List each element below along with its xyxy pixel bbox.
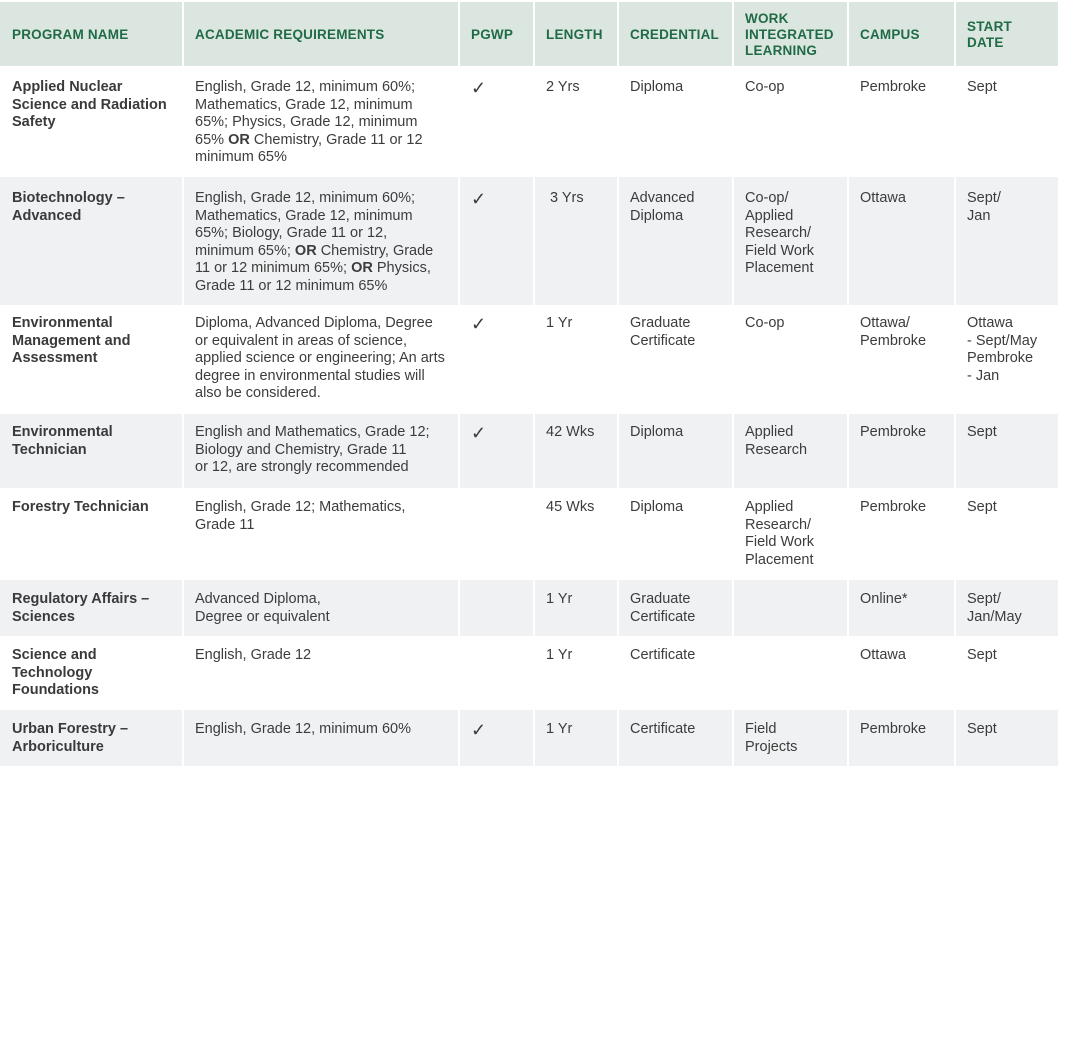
start-date-cell: Sept/ Jan/May	[955, 580, 1058, 636]
program-name-cell: Environmental Management and Assessment	[12, 315, 131, 366]
start-date-cell: Sept	[955, 710, 1058, 766]
campus-cell: Pembroke	[848, 66, 955, 177]
credential-cell: Diploma	[618, 488, 733, 580]
program-name-cell: Regulatory Affairs – Sciences	[0, 580, 183, 636]
program-name-cell: Biotechnology – Advanced	[0, 177, 183, 305]
requirements-cell: English, Grade 12	[183, 636, 459, 710]
table-row	[0, 580, 1058, 636]
start-date-cell: Sept	[955, 414, 1058, 488]
table-row	[0, 305, 1058, 414]
start-date-cell: Sept	[955, 488, 1058, 580]
pgwp-check-icon: ✓	[459, 177, 534, 305]
start-date-cell: Sept/ Jan	[955, 177, 1058, 305]
program-name-cell: Urban Forestry – Arboriculture	[0, 710, 183, 766]
header-credential: CREDENTIAL	[618, 1, 733, 66]
table-row	[0, 488, 1058, 580]
table-row	[0, 66, 1058, 177]
requirements-cell: English, Grade 12, minimum 60%; Mathematics, Grade 12, minimum 65%; Physics, Grade 12, minimum 65% OR Chemistry, Grade 11 or 12 minimum 65%	[183, 66, 459, 177]
table-row	[0, 414, 1058, 488]
credential-cell: Certificate	[618, 710, 733, 766]
header-program-name: PROGRAM NAME	[0, 1, 183, 66]
table-header	[0, 1, 1058, 66]
campus-cell: Pembroke	[848, 488, 955, 580]
campus-cell: Ottawa/ Pembroke	[848, 305, 955, 414]
program-name-cell: Science and Technology Foundations	[12, 647, 99, 698]
wil-cell: Field Projects	[733, 710, 848, 766]
header-pgwp: PGWP	[459, 1, 534, 66]
header-campus: CAMPUS	[848, 1, 955, 66]
credential-cell: Certificate	[618, 636, 733, 710]
requirements-cell: Advanced Diploma, Degree or equivalent	[183, 580, 459, 636]
wil-cell: Co-op	[733, 66, 848, 177]
credential-cell: Graduate Certificate	[618, 305, 733, 414]
wil-cell	[733, 636, 848, 710]
wil-cell	[733, 580, 848, 636]
requirements-cell: English, Grade 12, minimum 60%	[183, 710, 459, 766]
pgwp-cell	[459, 636, 534, 710]
length-cell: 1 Yr	[534, 636, 618, 710]
pgwp-check-icon: ✓	[459, 66, 534, 177]
header-start-date: START DATE	[955, 1, 1058, 66]
length-cell: 3 Yrs	[534, 177, 618, 305]
start-date-cell: Sept	[955, 66, 1058, 177]
length-cell: 2 Yrs	[534, 66, 618, 177]
credential-cell: Diploma	[618, 66, 733, 177]
table-row	[0, 177, 1058, 305]
pgwp-check-icon: ✓	[459, 414, 534, 488]
pgwp-check-icon: ✓	[459, 305, 534, 414]
pgwp-cell	[459, 580, 534, 636]
wil-cell: Applied Research	[733, 414, 848, 488]
campus-cell: Online*	[848, 580, 955, 636]
campus-cell: Ottawa	[848, 177, 955, 305]
wil-cell: Applied Research/ Field Work Placement	[733, 488, 848, 580]
length-cell: 1 Yr	[534, 710, 618, 766]
requirements-cell: Diploma, Advanced Diploma, Degree or equivalent in areas of science, applied science or engineering; An arts degree in environmental studies will also be considered.	[183, 305, 459, 414]
program-name-cell: Forestry Technician	[12, 499, 149, 515]
header-academic-requirements: ACADEMIC REQUIREMENTS	[183, 1, 459, 66]
header-length: LENGTH	[534, 1, 618, 66]
requirements-cell: English, Grade 12; Mathematics, Grade 11	[183, 488, 459, 580]
wil-cell: Co-op	[733, 305, 848, 414]
length-cell: 1 Yr	[534, 305, 618, 414]
length-cell: 42 Wks	[534, 414, 618, 488]
start-date-cell: Sept	[955, 636, 1058, 710]
header-work-integrated-learning: WORK INTEGRATED LEARNING	[733, 1, 848, 66]
requirements-cell: English, Grade 12, minimum 60%; Mathematics, Grade 12, minimum 65%; Biology, Grade 11 or 12, minimum 65%; OR Chemistry, Grade 11 or 12 minimum 65%; OR Physics, Grade 11 or 12 minimum 65%	[183, 177, 459, 305]
program-name-cell: Applied Nuclear Science and Radiation Safety	[12, 79, 167, 130]
credential-cell: Advanced Diploma	[618, 177, 733, 305]
table-row	[0, 710, 1058, 766]
header-row	[0, 1, 1058, 66]
wil-cell: Co-op/ Applied Research/ Field Work Placement	[733, 177, 848, 305]
table-row	[0, 636, 1058, 710]
program-name-cell: Environmental Technician	[0, 414, 183, 488]
length-cell: 1 Yr	[534, 580, 618, 636]
campus-cell: Ottawa	[848, 636, 955, 710]
campus-cell: Pembroke	[848, 710, 955, 766]
table-body	[0, 66, 1058, 766]
credential-cell: Diploma	[618, 414, 733, 488]
requirements-cell: English and Mathematics, Grade 12; Biology and Chemistry, Grade 11 or 12, are strongly recommended	[183, 414, 459, 488]
credential-cell: Graduate Certificate	[618, 580, 733, 636]
pgwp-check-icon: ✓	[459, 710, 534, 766]
start-date-cell: Ottawa - Sept/May Pembroke - Jan	[955, 305, 1058, 414]
length-cell: 45 Wks	[534, 488, 618, 580]
campus-cell: Pembroke	[848, 414, 955, 488]
pgwp-cell	[459, 488, 534, 580]
